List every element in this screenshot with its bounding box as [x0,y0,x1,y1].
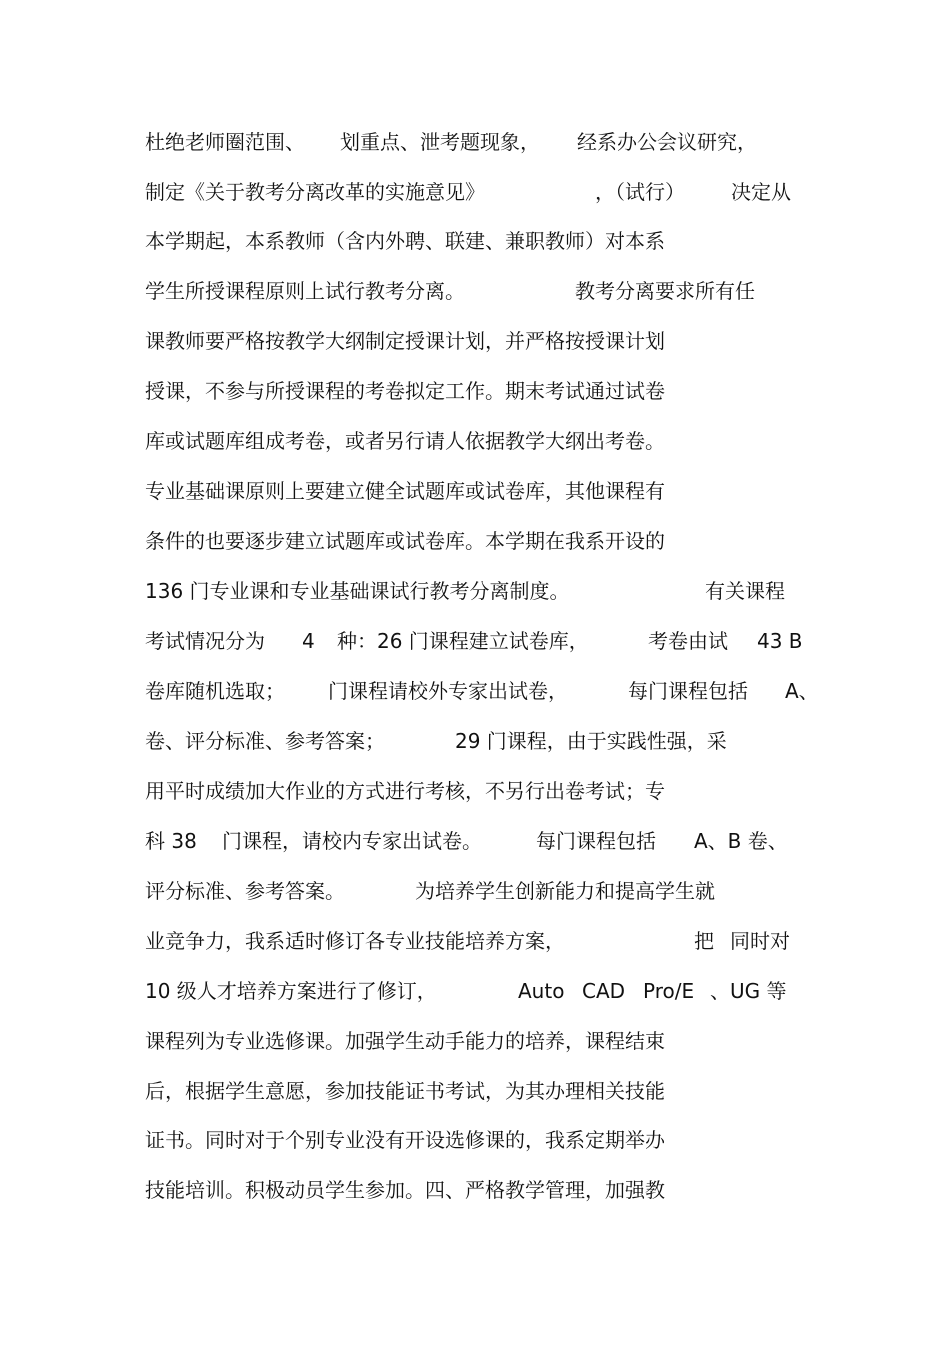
text-segment: CAD [582,979,626,1003]
text-segment: 136 门专业课和专业基础课试行教考分离制度。 [145,579,570,603]
text-segment: 课程列为专业选修课。加强学生动手能力的培养，课程结束 [145,1029,665,1053]
text-segment: Pro/E [643,979,695,1003]
text-segment: A、B 卷、 [694,829,788,853]
text-segment: 10 级人才培养方案进行了修订， [145,979,437,1003]
text-segment: 库或试题库组成考卷，或者另行请人依据教学大纲出考卷。 [145,429,665,453]
text-segment: 卷库随机选取； [145,679,285,703]
text-segment: ，（试行） [595,180,685,204]
text-segment: 课教师要严格按教学大纲制定授课计划，并严格按授课计划 [145,329,665,353]
text-segment: 学生所授课程原则上试行教考分离。 [145,279,465,303]
text-segment: 每门课程包括 [536,829,656,853]
text-segment: 为培养学生创新能力和提高学生就 [415,879,715,903]
text-segment: 29 门课程，由于实践性强，采 [455,729,727,753]
text-segment: 、UG 等 [710,979,787,1003]
text-segment: 43 B [757,629,803,653]
text-segment: 划重点、泄考题现象， [340,130,540,154]
text-segment: 科 38 [145,829,197,853]
text-segment: 杜绝老师圈范围、 [145,130,305,154]
text-segment: 用平时成绩加大作业的方式进行考核，不另行出卷考试；专 [145,779,665,803]
text-segment: 证书。同时对于个别专业没有开设选修课的，我系定期举办 [145,1128,665,1152]
text-segment: 评分标准、参考答案。 [145,879,345,903]
text-segment: 授课，不参与所授课程的考卷拟定工作。期末考试通过试卷 [145,379,665,403]
text-segment: 后，根据学生意愿，参加技能证书考试，为其办理相关技能 [145,1079,665,1103]
text-segment: 制定《关于教考分离改革的实施意见》 [145,180,485,204]
text-segment: 同时对 [730,929,790,953]
text-segment: Auto [518,979,565,1003]
text-segment: 种：26 门课程建立试卷库， [337,629,589,653]
text-segment: 教考分离要求所有任 [575,279,755,303]
text-segment: 门课程，请校内专家出试卷。 [222,829,482,853]
text-segment: A、 [785,679,819,703]
text-segment: 决定从 [731,180,791,204]
text-segment: 考试情况分为 [145,629,265,653]
text-segment: 门课程请校外专家出试卷， [328,679,568,703]
text-segment: 4 [302,629,315,653]
text-segment: 有关课程 [705,579,785,603]
text-segment: 条件的也要逐步建立试题库或试卷库。本学期在我系开设的 [145,529,665,553]
text-segment: 经系办公会议研究， [577,130,757,154]
text-segment: 考卷由试 [648,629,728,653]
text-segment: 把 [694,929,714,953]
text-segment: 业竞争力，我系适时修订各专业技能培养方案， [145,929,565,953]
text-segment: 本学期起，本系教师（含内外聘、联建、兼职教师）对本系 [145,229,665,253]
text-segment: 卷、评分标准、参考答案； [145,729,385,753]
text-segment: 专业基础课原则上要建立健全试题库或试卷库，其他课程有 [145,479,665,503]
text-segment: 技能培训。积极动员学生参加。四、严格教学管理，加强教 [145,1178,665,1202]
text-segment: 每门课程包括 [628,679,748,703]
